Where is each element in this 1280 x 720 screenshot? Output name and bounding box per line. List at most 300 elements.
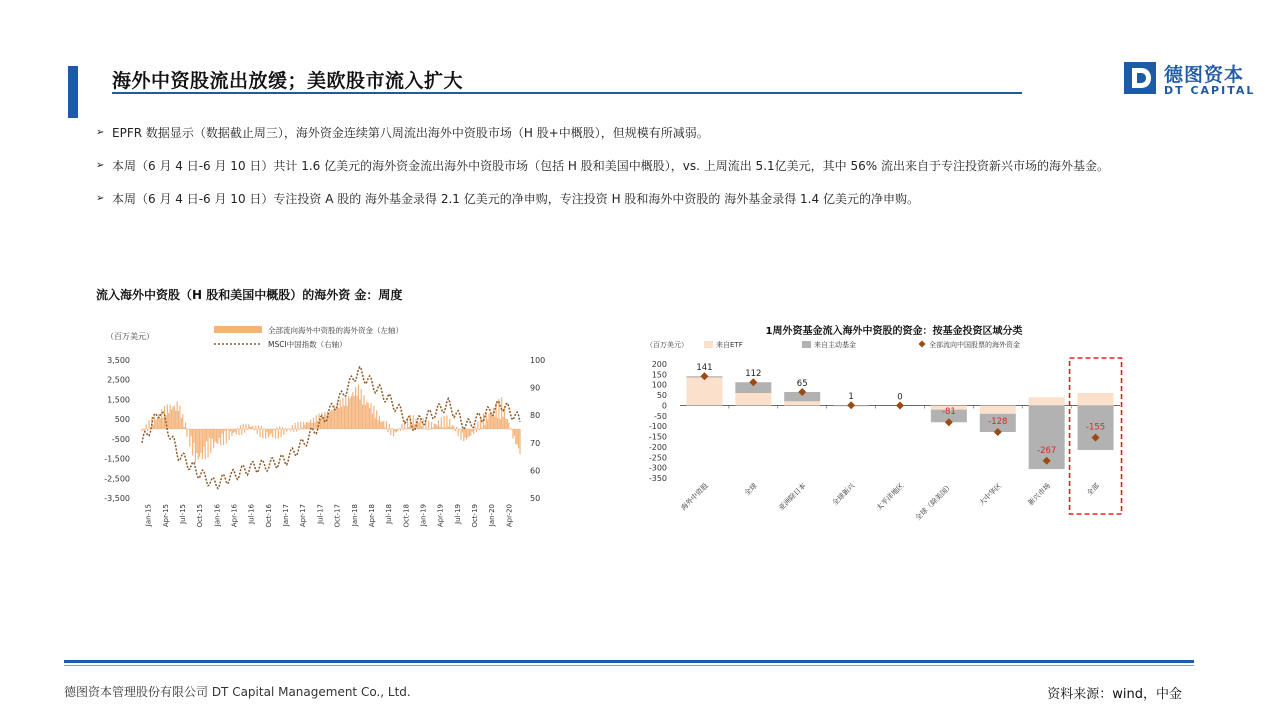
flow-bar [196, 429, 197, 453]
flow-bar [369, 408, 370, 429]
flow-bar [226, 429, 227, 443]
flow-bar [251, 427, 252, 429]
flow-bar [501, 397, 502, 429]
flow-bar [487, 420, 488, 429]
flow-bar [383, 421, 384, 429]
flow-bar [396, 429, 397, 433]
flow-bar [483, 414, 484, 429]
chart1-right-tick-label: 100 [530, 356, 546, 365]
flow-bar [146, 425, 147, 429]
flow-bar [465, 429, 466, 437]
flow-bar [265, 429, 266, 439]
flow-bar [261, 426, 262, 429]
chart1-x-tick-label: Apr-15 [161, 504, 170, 528]
flow-bar [240, 425, 241, 429]
chart2-y-tick-label: 200 [651, 360, 667, 369]
flow-bar [432, 428, 433, 429]
flow-bar [363, 395, 364, 429]
flow-bar [341, 407, 342, 429]
chart2-y-tick-label: 50 [656, 391, 667, 401]
flow-bar [157, 418, 158, 429]
flow-bar [354, 396, 355, 429]
flow-bar [517, 429, 518, 445]
flow-bar [288, 429, 289, 430]
flow-bar [212, 429, 213, 439]
flow-bar [365, 405, 366, 429]
flow-bar [400, 429, 401, 431]
chart2-category-label: 海外中资股 [679, 481, 710, 513]
flow-bar [496, 403, 497, 429]
flow-bar [143, 429, 144, 430]
flow-bar [481, 428, 482, 429]
flow-bar [418, 423, 419, 429]
chart2-y-tick-label: -350 [648, 474, 667, 483]
chart1-left-tick-label: 500 [114, 415, 130, 425]
flow-bar [359, 400, 360, 429]
etf-bar [980, 405, 1016, 413]
flow-bar [245, 424, 246, 429]
flow-bar [241, 429, 242, 435]
flow-bar [177, 401, 178, 429]
flow-bar [186, 429, 187, 437]
flow-bar [438, 420, 439, 429]
flow-bar [382, 422, 383, 429]
flow-bar [271, 429, 272, 433]
flow-bar [420, 420, 421, 429]
flow-bar [442, 427, 443, 429]
flow-bar [344, 406, 345, 429]
chart1-right-tick-label: 90 [530, 383, 541, 393]
chart2-category-label: 全球 [743, 481, 759, 498]
flow-bar [238, 429, 239, 435]
flow-bar [452, 425, 453, 429]
flow-bar [230, 429, 231, 431]
flow-bar [179, 406, 180, 429]
flow-bar [507, 419, 508, 429]
chart1-left-tick-label: 2,500 [107, 375, 130, 385]
flow-bar [436, 425, 437, 429]
flow-bar [380, 421, 381, 429]
chart2-y-tick-label: -200 [648, 442, 667, 452]
chart1-x-tick-label: Apr-20 [505, 504, 514, 528]
chart2-category-label: 亚洲除日本 [777, 481, 808, 513]
flow-bar [403, 429, 404, 430]
flow-bar [281, 429, 282, 437]
flow-bar [310, 420, 311, 429]
chart2-category-label: 大中华区 [977, 481, 1004, 508]
flow-bar [303, 422, 304, 429]
flow-bar [199, 429, 200, 457]
chart1-x-tick-label: Apr-18 [367, 504, 376, 528]
flow-bar [258, 425, 259, 429]
flow-bar [518, 429, 519, 448]
chart1-x-tick-label: Oct-18 [402, 504, 411, 528]
flow-bar [320, 419, 321, 429]
flow-bar [289, 428, 290, 429]
etf-bar [1078, 393, 1114, 405]
flow-bar [361, 389, 362, 429]
bullet-item [96, 190, 1176, 208]
flow-bar [148, 420, 149, 429]
flow-bar [306, 422, 307, 429]
flow-bar [147, 429, 148, 431]
flow-bar [330, 411, 331, 429]
flow-bar [345, 397, 346, 429]
flow-bar [234, 429, 235, 432]
flow-bar [427, 429, 428, 430]
footer-source: 资料来源：wind，中金 [1047, 687, 1182, 702]
flow-bar [313, 418, 314, 429]
flow-bar [216, 429, 217, 443]
total-flow-marker [847, 401, 855, 409]
flow-bar [182, 414, 183, 429]
flow-bar [331, 410, 332, 429]
chart1-legend-msci: MSCI中国指数（右轴） [268, 340, 347, 349]
chart1-x-tick-label: Jan-17 [282, 504, 291, 527]
flow-bar [511, 428, 512, 429]
flow-bar [250, 427, 251, 429]
flow-bar [257, 429, 258, 434]
flow-bar [174, 405, 175, 429]
flow-bar [219, 429, 220, 438]
flow-bar [223, 429, 224, 445]
chart1-x-tick-label: Jan-19 [419, 504, 428, 527]
flow-bar [399, 428, 400, 429]
flow-bar [488, 414, 489, 429]
flow-bar [282, 427, 283, 429]
flow-bar [188, 429, 189, 430]
flow-bar [193, 429, 194, 443]
flow-bar [356, 396, 357, 429]
flow-bar [493, 408, 494, 429]
flow-bar [285, 428, 286, 429]
chart2-legend-total: 全部流向中国股票的海外资金 [929, 341, 1020, 349]
flow-bar [441, 418, 442, 429]
total-flow-label: 65 [796, 378, 808, 389]
flow-bar [434, 424, 435, 429]
flow-bar [505, 419, 506, 429]
flow-bar [184, 427, 185, 429]
region-flow-chart [636, 316, 1136, 526]
chart1-right-tick-label: 60 [530, 466, 541, 476]
flow-bar [172, 407, 173, 429]
flow-bar [181, 418, 182, 429]
chart1-x-tick-label: Jul-16 [247, 504, 256, 524]
flow-bar [393, 429, 394, 436]
flow-bar [428, 420, 429, 429]
flow-bar [392, 428, 393, 429]
total-flow-label: -155 [1085, 422, 1106, 433]
flow-bar [484, 425, 485, 429]
flow-bar [455, 429, 456, 431]
chart1-x-tick-label: Apr-19 [436, 504, 445, 528]
flow-bar [164, 406, 165, 429]
flow-bar [192, 429, 193, 456]
title-underline [112, 92, 1022, 94]
flow-bar [307, 422, 308, 429]
bullet-item [96, 157, 1176, 175]
flow-bar [264, 428, 265, 429]
msci-china-index-line [142, 367, 520, 489]
flow-bar [304, 425, 305, 429]
chart1-x-tick-label: Oct-16 [264, 504, 273, 528]
chart1-x-tick-label: Apr-16 [230, 504, 239, 528]
flow-bar [333, 410, 334, 429]
chart1-x-tick-label: Jan-18 [350, 504, 359, 527]
flow-bar [456, 427, 457, 429]
flow-bar [275, 429, 276, 439]
flow-bar [195, 429, 196, 463]
chart2-category-label: 太平洋地区 [875, 481, 906, 513]
chart1-left-tick-label: -2,500 [104, 474, 130, 484]
chart2-legend-diamond-icon [919, 341, 926, 348]
flow-bar [206, 429, 207, 441]
flow-bar [162, 417, 163, 429]
flow-bar [217, 429, 218, 444]
chart1-legend-bar-swatch [214, 326, 262, 333]
flow-bar [158, 414, 159, 429]
flow-bar [491, 415, 492, 429]
flow-bar [262, 429, 263, 438]
company-logo [1124, 60, 1254, 100]
flow-bar [469, 429, 470, 436]
flow-bar [451, 427, 452, 429]
flow-bar [379, 416, 380, 429]
flow-bar [209, 429, 210, 438]
flow-bar [429, 429, 430, 430]
flow-bar [335, 409, 336, 429]
bullet-text: 本周（6 月 4 日-6 月 10 日）专注投资 A 股的 海外基金录得 2.1 亿美元的净申购，专注投资 H 股和海外中资股的 海外基金录得 1.4 亿美元的净申购。 [112, 192, 919, 206]
total-flow-label: 112 [745, 369, 762, 380]
chart2-category-label: 全球（除美国） [913, 481, 955, 523]
flow-bar [467, 429, 468, 437]
flow-bar [431, 422, 432, 429]
flow-bar [268, 429, 269, 437]
flow-bar [477, 421, 478, 429]
etf-bar [735, 393, 771, 405]
flow-bar [221, 429, 222, 434]
chart2-y-tick-label: -250 [648, 453, 667, 463]
flow-bar [170, 405, 171, 429]
flow-bar [352, 392, 353, 429]
chart1-x-tick-label: Jan-16 [213, 504, 222, 527]
flow-bar [470, 429, 471, 436]
bullet-arrow-icon: ➢ [96, 193, 105, 204]
etf-bar [686, 377, 722, 405]
chart2-y-tick-label: 0 [661, 401, 667, 411]
flow-bar [178, 411, 179, 429]
flow-bar [185, 422, 186, 429]
chart2-legend-active-swatch [802, 341, 811, 348]
flow-bar [244, 429, 245, 433]
flow-bar [424, 429, 425, 430]
flow-bar [224, 429, 225, 431]
flow-bar [448, 427, 449, 429]
chart1-x-tick-label: Apr-17 [299, 504, 308, 528]
logo-text-en: DT CAPITAL [1164, 84, 1256, 97]
flow-bar [328, 413, 329, 429]
chart1-x-tick-label: Oct-17 [333, 504, 342, 528]
weekly-flow-chart [96, 318, 546, 538]
flow-bar [347, 406, 348, 429]
flow-bar [459, 429, 460, 430]
bullet-list [96, 124, 1176, 223]
flow-bar [233, 429, 234, 433]
flow-bar [198, 429, 199, 460]
flow-bar [476, 429, 477, 432]
chart1-right-tick-label: 70 [530, 438, 541, 448]
chart2-y-tick-label: -100 [648, 422, 667, 432]
flow-bar [297, 422, 298, 429]
bullet-text: EPFR 数据显示（数据截止周三），海外资金连续第八周流出海外中资股市场（H 股+中概股），但规模有所减弱。 [112, 126, 709, 140]
chart2-y-tick-label: -50 [653, 411, 667, 421]
bullet-item [96, 124, 1176, 142]
chart1-right-tick-label: 80 [530, 411, 541, 421]
chart2-y-tick-label: 150 [651, 370, 667, 380]
flow-bar [227, 429, 228, 430]
flow-bar [408, 427, 409, 429]
page-title: 海外中资股流出放缓；美欧股市流入扩大 [112, 70, 464, 92]
flow-bar [504, 408, 505, 429]
bullet-arrow-icon: ➢ [96, 160, 105, 171]
flow-bar [514, 429, 515, 436]
chart1-left-tick-label: 1,500 [107, 395, 130, 405]
flow-bar [375, 418, 376, 429]
flow-bar [473, 429, 474, 434]
flow-bar [213, 429, 214, 448]
flow-bar [376, 410, 377, 429]
flow-bar [406, 429, 407, 430]
flow-bar [273, 429, 274, 430]
logo-text-cn: 德图资本 [1164, 64, 1245, 86]
flow-bar [299, 429, 300, 430]
chart1-left-tick-label: -500 [111, 434, 130, 444]
flow-bar [272, 429, 273, 437]
flow-bar [348, 396, 349, 429]
etf-bar [784, 401, 820, 405]
flow-bar [368, 403, 369, 429]
total-flow-label: -81 [941, 407, 956, 418]
flow-bar [171, 410, 172, 429]
flow-bar [462, 429, 463, 433]
flow-bar [515, 429, 516, 444]
flow-bar [290, 429, 291, 431]
flow-bar [200, 429, 201, 453]
flow-bar [439, 427, 440, 429]
chart1-x-tick-label: Oct-19 [471, 504, 480, 528]
bullet-arrow-icon: ➢ [96, 127, 105, 138]
flow-bar [445, 427, 446, 429]
flow-bar [300, 421, 301, 429]
flow-bar [387, 429, 388, 432]
flow-bar [309, 423, 310, 429]
flow-bar [229, 429, 230, 440]
flow-bar [314, 422, 315, 429]
flow-bar [286, 429, 287, 432]
flow-bar [458, 429, 459, 436]
flow-bar [472, 429, 473, 432]
flow-bar [236, 429, 237, 435]
chart2-y-tick-label: 100 [651, 380, 667, 390]
total-flow-marker [896, 401, 904, 409]
etf-bar [1029, 397, 1065, 405]
flow-bar [385, 428, 386, 429]
flow-bar [254, 429, 255, 430]
flow-bar [168, 413, 169, 429]
flow-bar [394, 429, 395, 431]
flow-bar [474, 426, 475, 429]
flow-bar [446, 415, 447, 429]
chart1-ylabel: （百万美元） [106, 332, 154, 341]
flow-bar [366, 402, 367, 429]
chart2-y-tick-label: -150 [648, 432, 667, 442]
chart2-category-label: 全球新兴 [831, 481, 857, 508]
flow-bar [466, 429, 467, 440]
flow-bar [292, 425, 293, 429]
flow-bar [519, 429, 520, 454]
flow-bar [141, 429, 142, 431]
total-flow-label: 0 [897, 392, 903, 403]
flow-bar [155, 420, 156, 429]
flow-bar [435, 424, 436, 429]
chart1-left-tick-label: -1,500 [104, 454, 130, 464]
chart1-x-tick-label: Jul-18 [385, 504, 394, 524]
flow-bar [161, 409, 162, 429]
chart1-x-tick-label: Jul-17 [316, 504, 325, 524]
flow-bar [252, 426, 253, 429]
flow-bar [151, 417, 152, 429]
flow-bar [460, 429, 461, 440]
flow-bar [276, 427, 277, 429]
flow-bar [202, 429, 203, 459]
flow-bar [351, 396, 352, 429]
flow-bar [191, 429, 192, 436]
flow-bar [283, 429, 284, 435]
flow-bar [269, 429, 270, 435]
flow-bar [390, 429, 391, 435]
flow-bar [421, 426, 422, 429]
flow-bar [497, 418, 498, 429]
flow-bar [302, 428, 303, 429]
flow-bar [189, 429, 190, 446]
flow-bar [372, 414, 373, 429]
chart1-title: 流入海外中资股（H 股和美国中概股）的海外资 金：周度 [96, 288, 403, 302]
chart1-x-tick-label: Oct-15 [196, 504, 205, 528]
flow-bar [358, 385, 359, 429]
flow-bar [415, 419, 416, 429]
flow-bar [444, 416, 445, 429]
chart2-category-label: 全部 [1085, 481, 1101, 498]
flow-bar [508, 423, 509, 429]
flow-bar [498, 399, 499, 429]
flow-bar [311, 423, 312, 429]
chart1-right-tick-label: 50 [530, 494, 541, 503]
flow-bar [278, 429, 279, 439]
chart2-y-tick-label: -300 [648, 463, 667, 473]
flow-bar [160, 418, 161, 429]
flow-bar [355, 387, 356, 429]
flow-bar [248, 424, 249, 429]
flow-bar [479, 429, 480, 430]
flow-bar [510, 429, 511, 430]
chart1-x-tick-label: Jul-15 [178, 504, 187, 524]
flow-bar [386, 421, 387, 429]
flow-bar [370, 403, 371, 429]
flow-bar [494, 416, 495, 429]
flow-bar [210, 429, 211, 453]
flow-bar [490, 414, 491, 429]
flow-bar [207, 429, 208, 457]
